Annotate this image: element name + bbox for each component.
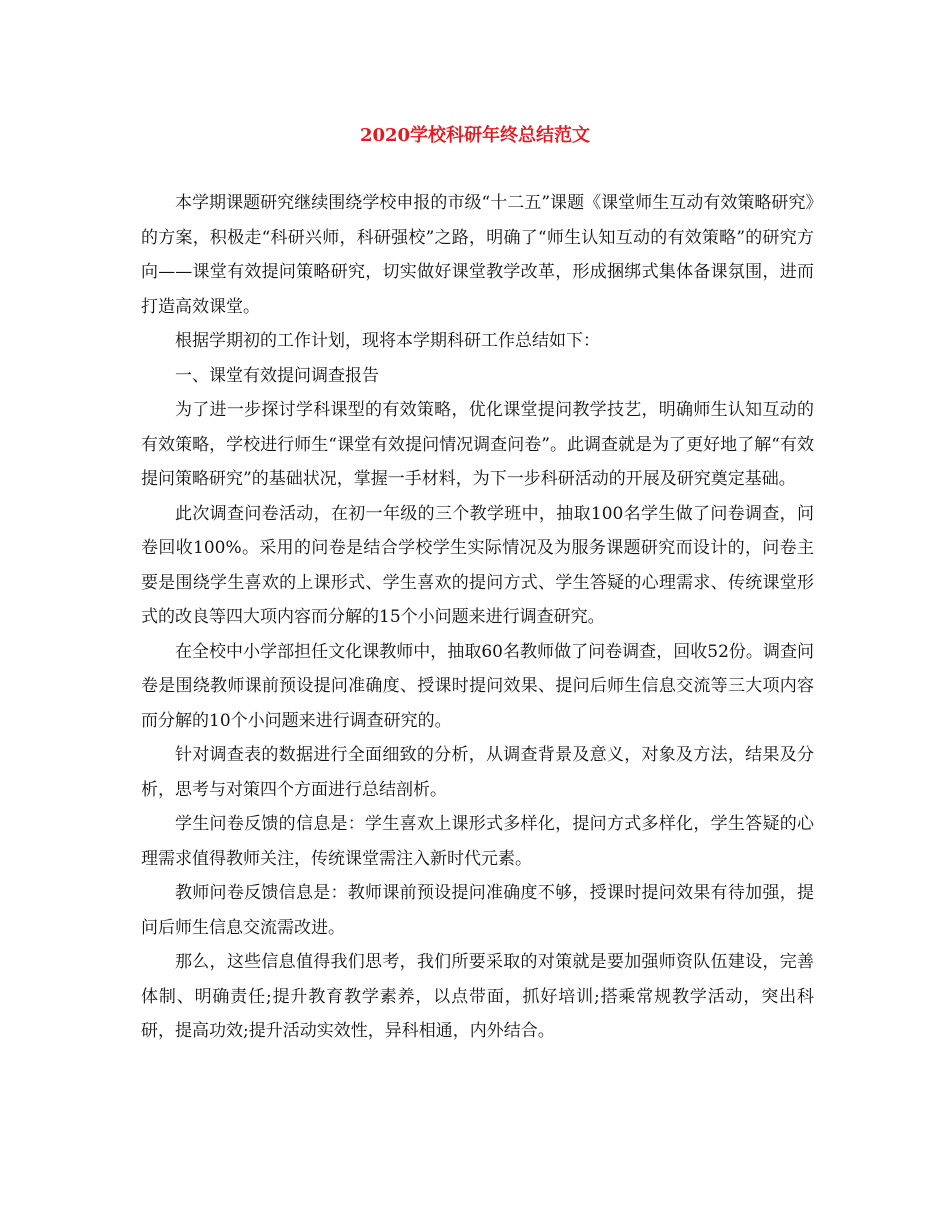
paragraph-student-feedback: 学生问卷反馈的信息是：学生喜欢上课形式多样化，提问方式多样化，学生答疑的心理需求值得教师关注，传统课堂需注入新时代元素。 (141, 814, 814, 869)
paragraph-intro: 本学期课题研究继续围绕学校申报的市级“十二五”课题《课堂师生互动有效策略研究》的方案，积极走“科研兴师，科研强校”之路，明确了“师生认知互动的有效策略”的研究方向——课堂有效提问策略研究，切实做好课堂教学改革，形成捆绑式集体备课氛围，进而打造高效课堂。 (141, 193, 814, 317)
paragraph-survey-purpose: 为了进一步探讨学科课型的有效策略，优化课堂提问教学技艺，明确师生认知互动的有效策略，学校进行师生“课堂有效提问情况调查问卷”。此调查就是为了更好地了解“有效提问策略研究”的基础状况，掌握一手材料，为下一步科研活动的开展及研究奠定基础。 (141, 400, 814, 489)
document-body (141, 186, 814, 1049)
document-title: 2020学校科研年终总结范文 (359, 125, 591, 146)
section-heading-survey: 一、课堂有效提问调查报告 (175, 365, 379, 386)
paragraph-teacher-feedback: 教师问卷反馈信息是：教师课前预设提问准确度不够，授课时提问效果有待加强，提问后师生信息交流需改进。 (141, 883, 814, 938)
paragraph-teacher-survey: 在全校中小学部担任文化课教师中，抽取60名教师做了问卷调查，回收52份。调查问卷是围绕教师课前预设提问准确度、授课时提问效果、提问后师生信息交流等三大项内容而分解的10个小问题来进行调查研究的。 (141, 641, 814, 731)
paragraph-student-survey: 此次调查问卷活动，在初一年级的三个教学班中，抽取100名学生做了问卷调查，问卷回收100%。采用的问卷是结合学校学生实际情况及为服务课题研究而设计的，问卷主要是围绕学生喜欢的上课形式、学生喜欢的提问方式、学生答疑的心理需求、传统课堂形式的改良等四大项内容而分解的15个小问题来进行调查研究。 (141, 503, 814, 627)
paragraph-summary-lead: 根据学期初的工作计划，现将本学期科研工作总结如下： (175, 331, 600, 351)
paragraph-analysis: 针对调查表的数据进行全面细致的分析，从调查背景及意义，对象及方法，结果及分析，思考与对策四个方面进行总结剖析。 (141, 745, 814, 800)
paragraph-countermeasures: 那么，这些信息值得我们思考，我们所要采取的对策就是要加强师资队伍建设，完善体制、明确责任;提升教育教学素养，以点带面，抓好培训;搭乘常规教学活动，突出科研，提高功效;提升活动实效性，异科相通，内外结合。 (141, 952, 814, 1041)
